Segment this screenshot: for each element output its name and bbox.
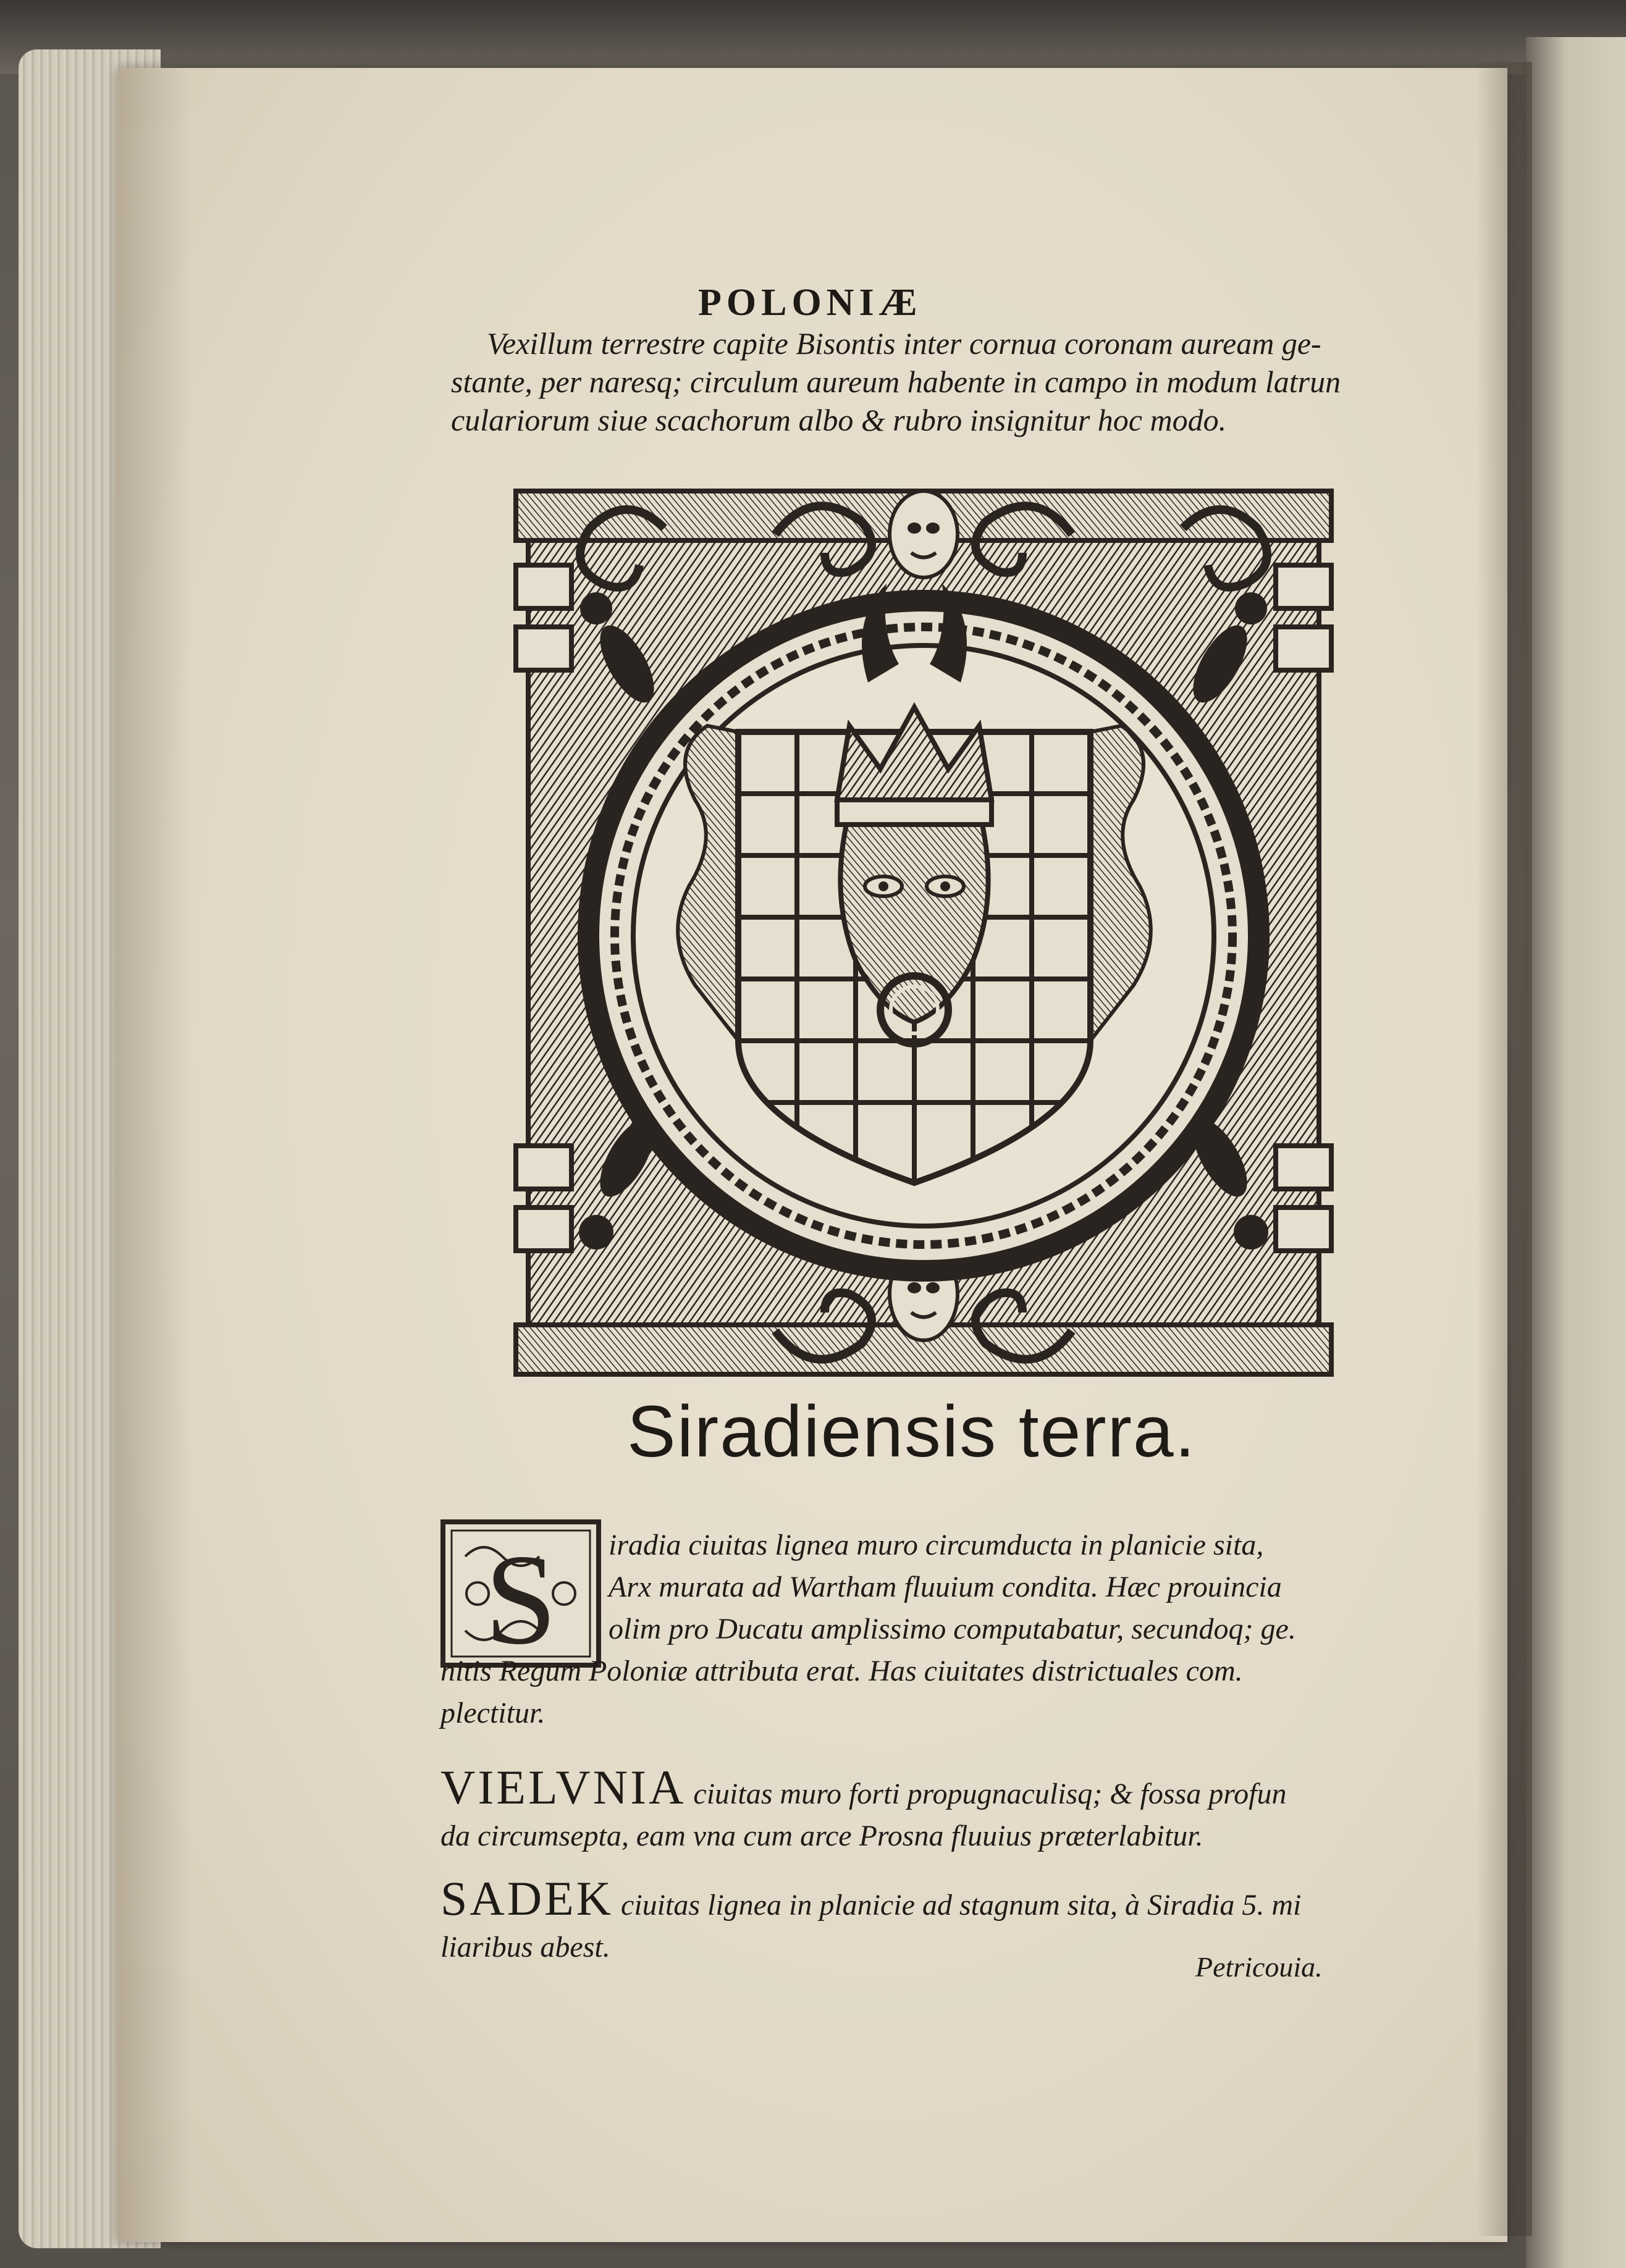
para-line: nitis Regum Poloniæ attributa erat. Has ciuitates districtuales com. [440,1655,1243,1687]
initial-letter: S [484,1528,557,1668]
running-head: POLONIÆ [698,282,922,324]
paragraph-sadek [440,1871,1302,1968]
paragraph-siradia [609,1524,1296,1650]
para-line: da circumsepta, eam vna cum arce Prosna fluuius præterlabitur. [440,1820,1203,1852]
spine-shadow [1476,62,1532,2236]
facing-page-edge [1526,37,1626,2268]
town-name-vielunia: VIELVNIA [440,1760,686,1814]
intro-paragraph [451,324,1359,439]
paragraph-vielunia [440,1760,1287,1857]
para-line: Arx murata ad Wartham fluuium condita. Hæc prouincia [609,1571,1282,1603]
town-name-sadek: SADEK [440,1871,614,1925]
para-line: olim pro Ducatu amplissimo computabatur, secundoq; ge. [609,1613,1296,1645]
paragraph-siradia-cont [440,1650,1243,1734]
intro-line: Vexillum terrestre capite Bisontis inter cornua coronam auream ge- [487,326,1321,361]
intro-line: stante, per naresq; circulum aureum habente in campo in modum latrun [451,364,1341,399]
para-line: ciuitas muro forti propugnaculisq; & fossa profun [686,1778,1287,1810]
para-line: iradia ciuitas lignea muro circumducta in planicie sita, [609,1529,1264,1561]
para-line: liaribus abest. [440,1931,610,1964]
book-cover-edge [0,0,1626,74]
section-title: Siradiensis terra. [627,1391,1197,1472]
decorated-initial-s-icon [440,1519,601,1668]
page-gutter-shadow [117,68,192,2242]
para-line: plectitur. [440,1697,546,1729]
para-line: ciuitas lignea in planicie ad stagnum sita, à Siradia 5. mi [613,1889,1302,1922]
coat-of-arms-woodcut-icon [503,466,1344,1380]
intro-line: culariorum siue scachorum albo & rubro insignitur hoc modo. [451,403,1227,437]
catchword: Petricouia. [1195,1951,1323,1983]
